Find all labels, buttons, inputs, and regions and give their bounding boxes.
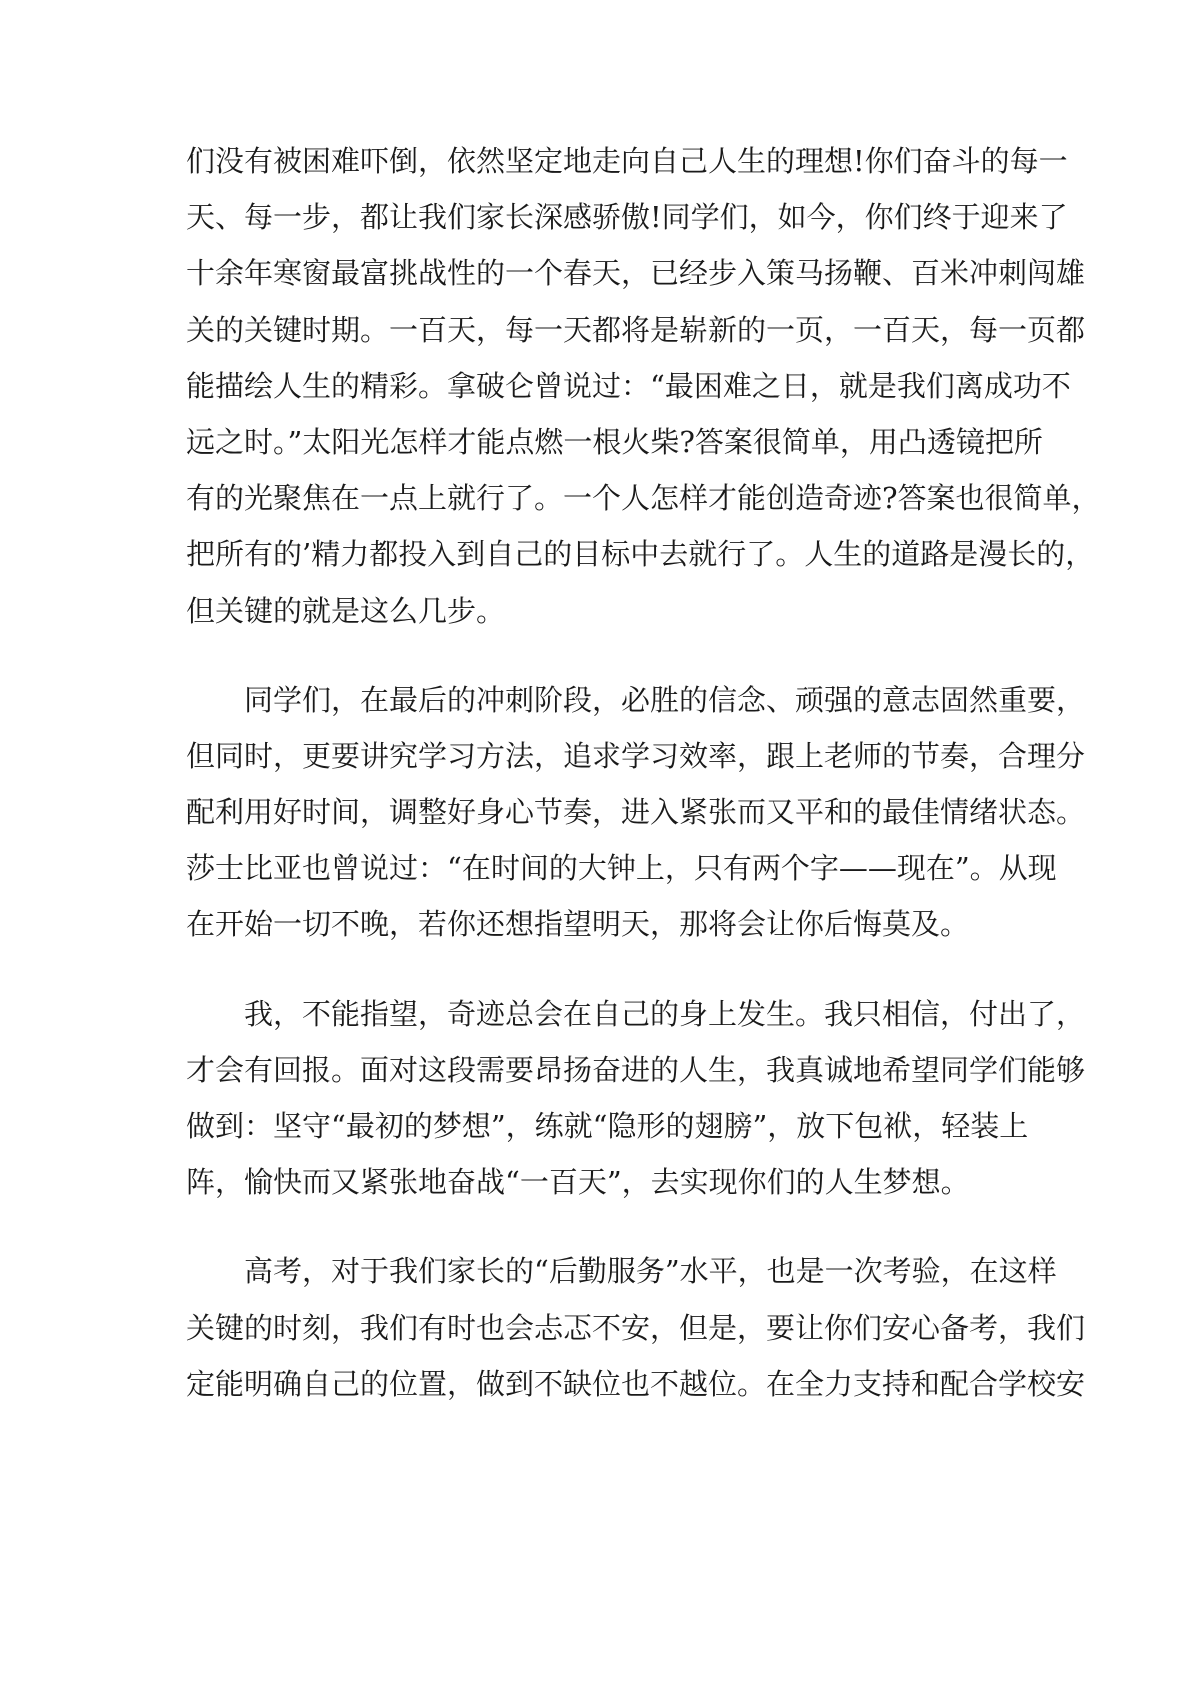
paragraph-3 — [186, 986, 1086, 1211]
text-line: 天、每一步，都让我们家长深感骄傲!同学们，如今，你们终于迎来了 — [186, 200, 1068, 235]
text-line: 我，不能指望，奇迹总会在自己的身上发生。我只相信，付出了， — [186, 996, 1086, 1031]
text-line: 配利用好时间，调整好身心节奏，进入紧张而又平和的最佳情绪状态。 — [186, 795, 1086, 830]
text-line: 做到：坚守“最初的梦想”，练就“隐形的翅膀”，放下包袱，轻装上 — [186, 1109, 1029, 1143]
text-line: 们没有被困难吓倒，依然坚定地走向自己人生的理想!你们奋斗的每一 — [186, 144, 1068, 178]
text-line: 但同时，更要讲究学习方法，追求学习效率，跟上老师的节奏，合理分 — [186, 738, 1086, 773]
text-line: 莎士比亚也曾说过：“在时间的大钟上，只有两个字——现在”。从现 — [186, 851, 1057, 886]
text-line: 远之时。”太阳光怎样才能点燃一根火柴?答案很简单，用凸透镜把所 — [186, 424, 1043, 459]
text-line: 有的光聚焦在一点上就行了。一个人怎样才能创造奇迹?答案也很简单， — [186, 481, 1101, 516]
text-line: 十余年寒窗最富挑战性的一个春天，已经步入策马扬鞭、百米冲刺闯雄 — [186, 256, 1086, 291]
text-line: 关键的时刻，我们有时也会忐忑不安，但是，要让你们安心备考，我们 — [186, 1310, 1086, 1345]
text-line: 但关键的就是这么几步。 — [186, 593, 506, 628]
text-line: 把所有的’精力都投入到自己的目标中去就行了。人生的道路是漫长的， — [186, 537, 1095, 572]
paragraph-2 — [186, 672, 1086, 953]
text-line: 阵，愉快而又紧张地奋战“一百天”，去实现你们的人生梦想。 — [186, 1165, 970, 1200]
document-body — [186, 133, 1101, 1445]
text-line: 关的关键时期。一百天，每一天都将是崭新的一页，一百天，每一页都 — [186, 312, 1086, 347]
text-line: 在开始一切不晚，若你还想指望明天，那将会让你后悔莫及。 — [186, 907, 970, 942]
text-line: 高考，对于我们家长的“后勤服务”水平，也是一次考验，在这样 — [186, 1254, 1057, 1289]
text-line: 同学们，在最后的冲刺阶段，必胜的信念、顽强的意志固然重要， — [186, 682, 1086, 717]
text-line: 能描绘人生的精彩。拿破仑曾说过：“最困难之日，就是我们离成功不 — [186, 368, 1071, 403]
text-line: 才会有回报。面对这段需要昂扬奋进的人生，我真诚地希望同学们能够 — [186, 1052, 1086, 1087]
paragraph-1 — [186, 133, 1101, 639]
text-line: 定能明确自己的位置，做到不缺位也不越位。在全力支持和配合学校安 — [186, 1366, 1086, 1401]
paragraph-4 — [186, 1243, 1086, 1412]
